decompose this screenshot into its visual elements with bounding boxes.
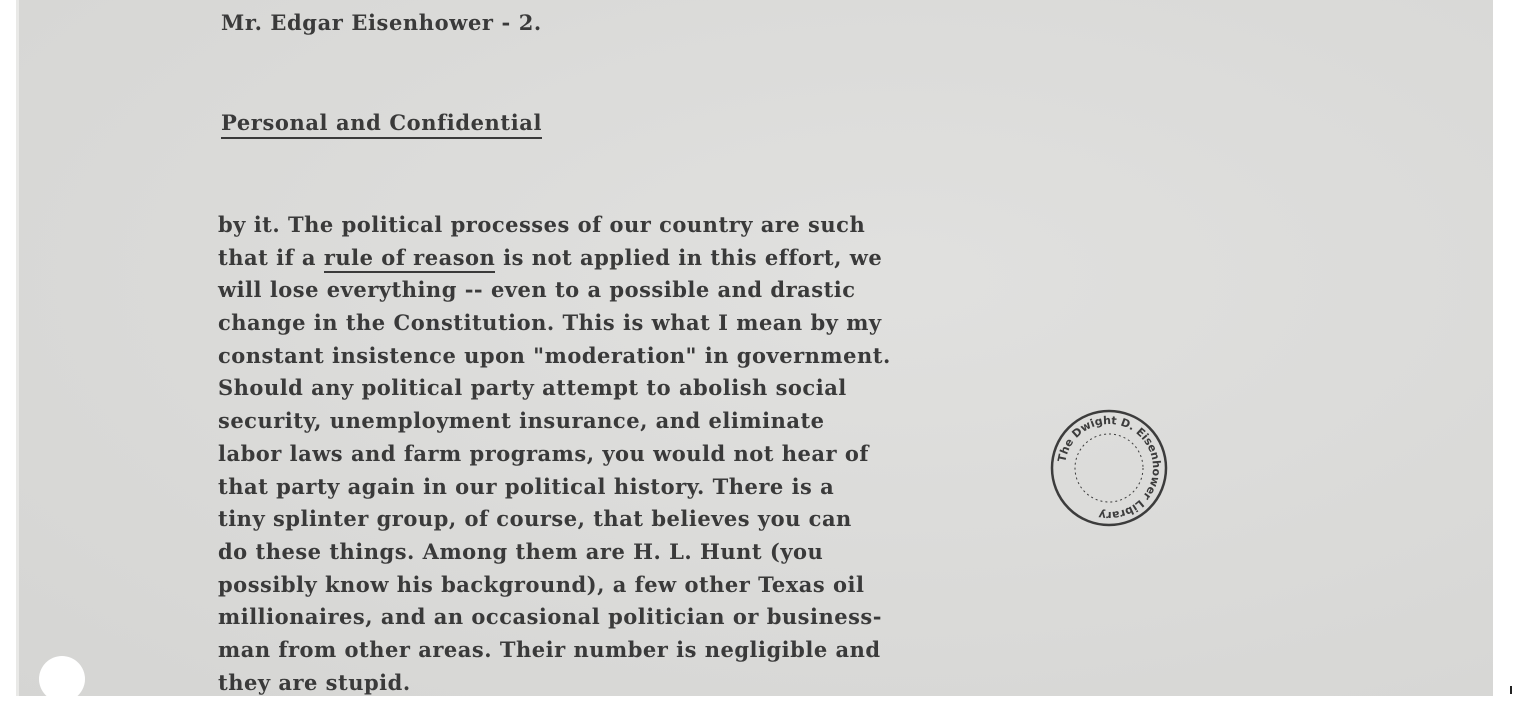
body-line: change in the Constitution. This is what I mean by my bbox=[218, 310, 882, 336]
confidential-heading: Personal and Confidential bbox=[221, 110, 542, 139]
body-line: man from other areas. Their number is negligible and bbox=[218, 636, 881, 662]
punch-hole bbox=[39, 656, 85, 702]
page-header: Mr. Edgar Eisenhower - 2. bbox=[221, 10, 542, 35]
letter-page bbox=[16, 0, 1493, 696]
body-line: by it. The political processes of our country are such bbox=[218, 212, 866, 237]
body-line: that party again in our political history. There is a bbox=[218, 473, 835, 499]
body-line: Should any political party attempt to abolish social bbox=[218, 375, 847, 401]
body-line: labor laws and farm programs, you would not hear of bbox=[218, 440, 869, 466]
underlined-phrase: rule of reason bbox=[324, 245, 495, 273]
body-line: constant insistence upon "moderation" in government. bbox=[218, 342, 891, 368]
body-line bbox=[218, 242, 1048, 275]
stamp-inner-ring bbox=[1075, 434, 1143, 502]
body-line: they are stupid. bbox=[218, 669, 411, 695]
stamp-outer-ring bbox=[1052, 411, 1166, 525]
stamp-text: The Dwight D. Eisenhower Library bbox=[1055, 413, 1164, 523]
body-line-segment: is not applied in this effort, we bbox=[495, 244, 883, 270]
library-stamp bbox=[1049, 408, 1169, 528]
body-line-segment: that if a bbox=[218, 244, 324, 270]
body-line: possibly know his background), a few other Texas oil bbox=[218, 571, 865, 597]
body-line: millionaires, and an occasional politician or business- bbox=[218, 604, 882, 630]
body-line: do these things. Among them are H. L. Hunt (you bbox=[218, 538, 824, 564]
body-line: tiny splinter group, of course, that believes you can bbox=[218, 506, 852, 532]
letter-body bbox=[218, 209, 1048, 699]
page-edge bbox=[16, 0, 19, 696]
scan-corner-mark bbox=[1510, 686, 1512, 694]
body-line: will lose everything -- even to a possible and drastic bbox=[218, 277, 856, 303]
body-line: security, unemployment insurance, and eliminate bbox=[218, 408, 825, 434]
